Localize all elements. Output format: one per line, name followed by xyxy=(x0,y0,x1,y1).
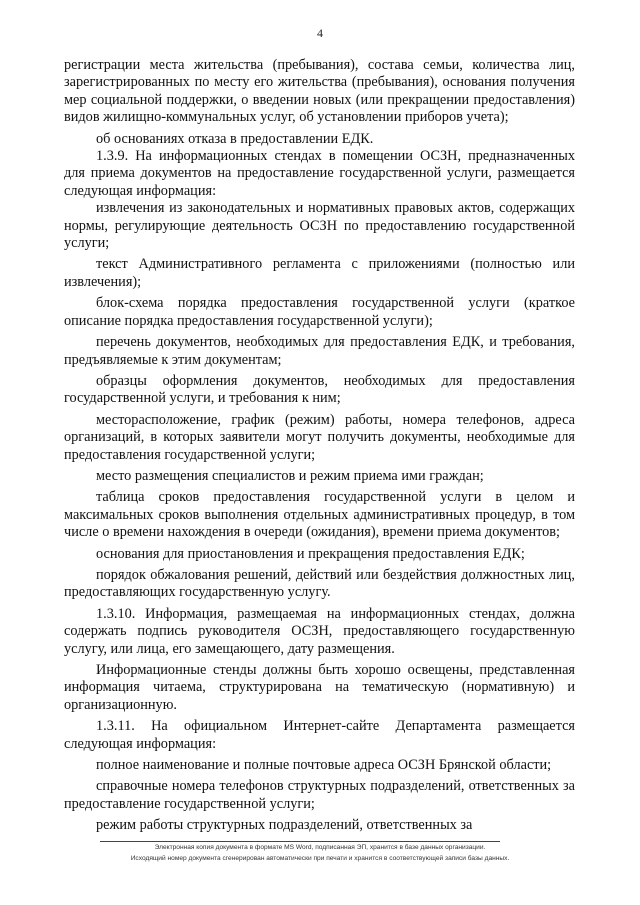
paragraph: 1.3.11. На официальном Интернет-сайте Департамента размещается следующая информация: xyxy=(64,718,575,752)
paragraph: месторасположение, график (режим) работы, номера телефонов, адреса организаций, в которых заявители могут получить документы, необходимые для предоставления государственной услуги; xyxy=(64,411,575,463)
footer-divider xyxy=(100,841,500,842)
paragraph: об основаниях отказа в предоставлении ЕДК. xyxy=(96,130,374,147)
paragraph: таблица сроков предоставления государственной услуги в целом и максимальных сроков выполнения отдельных административных процедур, в том числе о времени нахождения в очереди (ожидания), времени приема документов; xyxy=(64,489,575,541)
footer-note: Исходящий номер документа сгенерирован автоматически при печати и хранится в соответствующей записи базы данных. xyxy=(130,855,510,862)
paragraph: полное наименование и полные почтовые адреса ОСЗН Брянской области; xyxy=(96,757,552,774)
paragraph: Информационные стенды должны быть хорошо освещены, представленная информация читаема, структурирована на тематическую (нормативную) и организационную. xyxy=(64,662,575,713)
paragraph: регистрации места жительства (пребывания), состава семьи, количества лиц, зарегистрированных по месту его жительства (пребывания), основания получения мер социальной поддержки, о введении новых (или прекращении предоставления) видов жилищно-коммунальных услуг, об установлении приборов учета); xyxy=(64,57,575,126)
document-body xyxy=(64,57,575,835)
paragraph: 1.3.9. На информационных стендах в помещении ОСЗН, предназначенных для приема документов на предоставление государственной услуги, размещается следующая информация: xyxy=(64,148,575,199)
paragraph: извлечения из законодательных и нормативных правовых актов, содержащих нормы, регулирующие деятельность ОСЗН по предоставлению государственной услуги; xyxy=(64,200,575,252)
page-number: 4 xyxy=(317,26,323,40)
paragraph: образцы оформления документов, необходимых для предоставления государственной услуги, и требования к ним; xyxy=(64,372,575,407)
footer-note: Электронная копия документа в формате MS Word, подписанная ЭП, хранится в базе данных организации. xyxy=(154,844,486,851)
paragraph: справочные номера телефонов структурных подразделений, ответственных за предоставление государственной услуги; xyxy=(64,778,575,812)
paragraph: основания для приостановления и прекращения предоставления ЕДК; xyxy=(96,545,525,562)
paragraph: текст Административного регламента с приложениями (полностью или извлечения); xyxy=(64,256,575,290)
paragraph: место размещения специалистов и режим приема ими граждан; xyxy=(96,467,484,484)
paragraph: перечень документов, необходимых для предоставления ЕДК, и требования, предъявляемые к этим документам; xyxy=(64,334,575,368)
paragraph: блок-схема порядка предоставления государственной услуги (краткое описание порядка предоставления государственной услуги); xyxy=(64,295,575,329)
paragraph: режим работы структурных подразделений, ответственных за xyxy=(96,817,473,834)
paragraph: порядок обжалования решений, действий или бездействия должностных лиц, предоставляющих государственную услугу. xyxy=(64,566,575,601)
paragraph: 1.3.10. Информация, размещаемая на информационных стендах, должна содержать подпись руководителя ОСЗН, предоставляющего государственную услугу, или лица, его замещающего, дату размещения. xyxy=(64,605,575,657)
